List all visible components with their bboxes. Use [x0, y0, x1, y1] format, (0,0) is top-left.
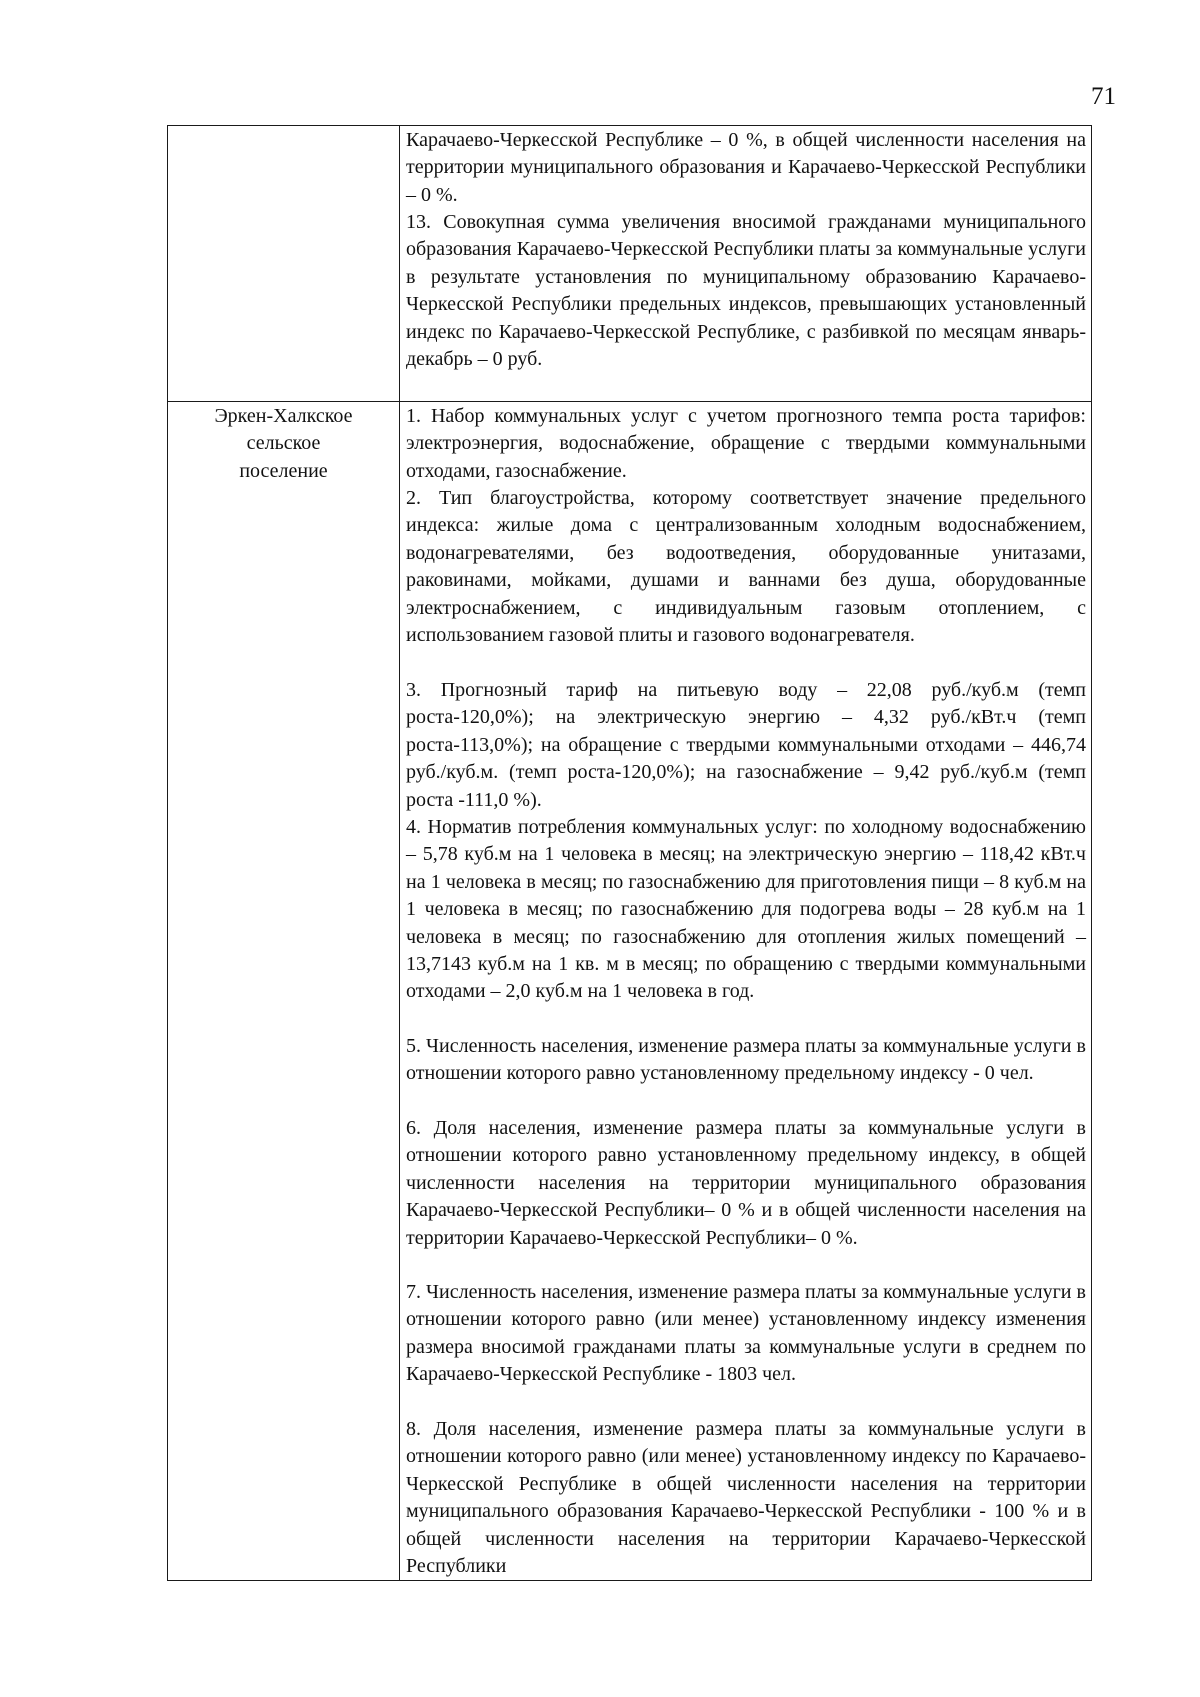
district-cell	[168, 402, 400, 1581]
paragraph: 8. Доля населения, изменение размера платы за коммунальные услуги в отношении которого равно (или менее) установленному индексу по Карачаево-Черкесской Республике в общей численности населения на территории муниципального образования Карачаево-Черкесской Республики - 100 % и в общей численности населения на территории Карачаево-Черкесской Республики	[406, 1418, 1086, 1578]
paragraph: 1. Набор коммунальных услуг с учетом прогнозного темпа роста тарифов: электроэнергия, водоснабжение, обращение с твердыми коммунальными отходами, газоснабжение.	[406, 405, 1086, 482]
table-row	[168, 126, 1092, 402]
paragraph: 3. Прогнозный тариф на питьевую воду – 22,08 руб./куб.м (темп роста-120,0%); на электрическую энергию – 4,32 руб./кВт.ч (темп роста-113,0%); на обращение с твердыми коммунальными отходами – 446,74 руб./куб.м. (темп роста-120,0%); на газоснабжение – 9,42 руб./куб.м (темп роста -111,0 %).	[406, 679, 1086, 811]
description-cell	[400, 126, 1092, 402]
paragraph: 13. Совокупная сумма увеличения вносимой гражданами муниципального образования Карачаево-Черкесской Республики платы за коммунальные услуги в результате установления по муниципальному образованию Карачаево-Черкесской Республики предельных индексов, превышающих установленный индекс по Карачаево-Черкесской Республике, с разбивкой по месяцам январь-декабрь – 0 руб.	[406, 211, 1086, 371]
paragraph: 4. Норматив потребления коммунальных услуг: по холодному водоснабжению – 5,78 куб.м на 1 человека в месяц; на электрическую энергию – 118,42 кВт.ч на 1 человека в месяц; по газоснабжению для приготовления пищи – 8 куб.м на 1 человека в месяц; по газоснабжению для подогрева воды – 28 куб.м на 1 человека в месяц; по газоснабжению для отопления жилых помещений – 13,7143 куб.м на 1 кв. м в месяц; по обращению с твердыми коммунальными отходами – 2,0 куб.м на 1 человека в год.	[406, 816, 1086, 1003]
paragraph: 7. Численность населения, изменение размера платы за коммунальные услуги в отношении которого равно (или менее) установленному индексу изменения размера вносимой гражданами платы за коммунальные услуги в среднем по Карачаево-Черкесской Республике - 1803 чел.	[406, 1281, 1086, 1386]
page-number: 71	[1091, 83, 1116, 110]
district-name-line: сельское	[246, 432, 321, 455]
paragraph: Карачаево-Черкесской Республике – 0 %, в общей численности населения на территории муниципального образования и Карачаево-Черкесской Республики – 0 %.	[406, 129, 1086, 206]
table-row	[168, 402, 1092, 1581]
paragraph: 5. Численность населения, изменение размера платы за коммунальные услуги в отношении которого равно установленному предельному индексу - 0 чел.	[406, 1035, 1086, 1085]
district-name-line: поселение	[239, 459, 328, 482]
description-cell	[400, 402, 1092, 1581]
document-table	[167, 125, 1092, 1581]
district-cell	[168, 126, 400, 402]
district-name-line: Эркен-Халкское	[214, 405, 353, 427]
paragraph: 2. Тип благоустройства, которому соответствует значение предельного индекса: жилые дома с централизованным холодным водоснабжением, водонагревателями, без водоотведения, оборудованные унитазами, раковинами, мойками, душами и ваннами без душа, оборудованные электроснабжением, с индивидуальным газовым отоплением, с использованием газовой плиты и газового водонагревателя.	[406, 487, 1086, 647]
paragraph: 6. Доля населения, изменение размера платы за коммунальные услуги в отношении которого равно установленному предельному индексу, в общей численности населения на территории муниципального образования Карачаево-Черкесской Республики– 0 % и в общей численности населения на территории Карачаево-Черкесской Республики– 0 %.	[406, 1117, 1086, 1249]
